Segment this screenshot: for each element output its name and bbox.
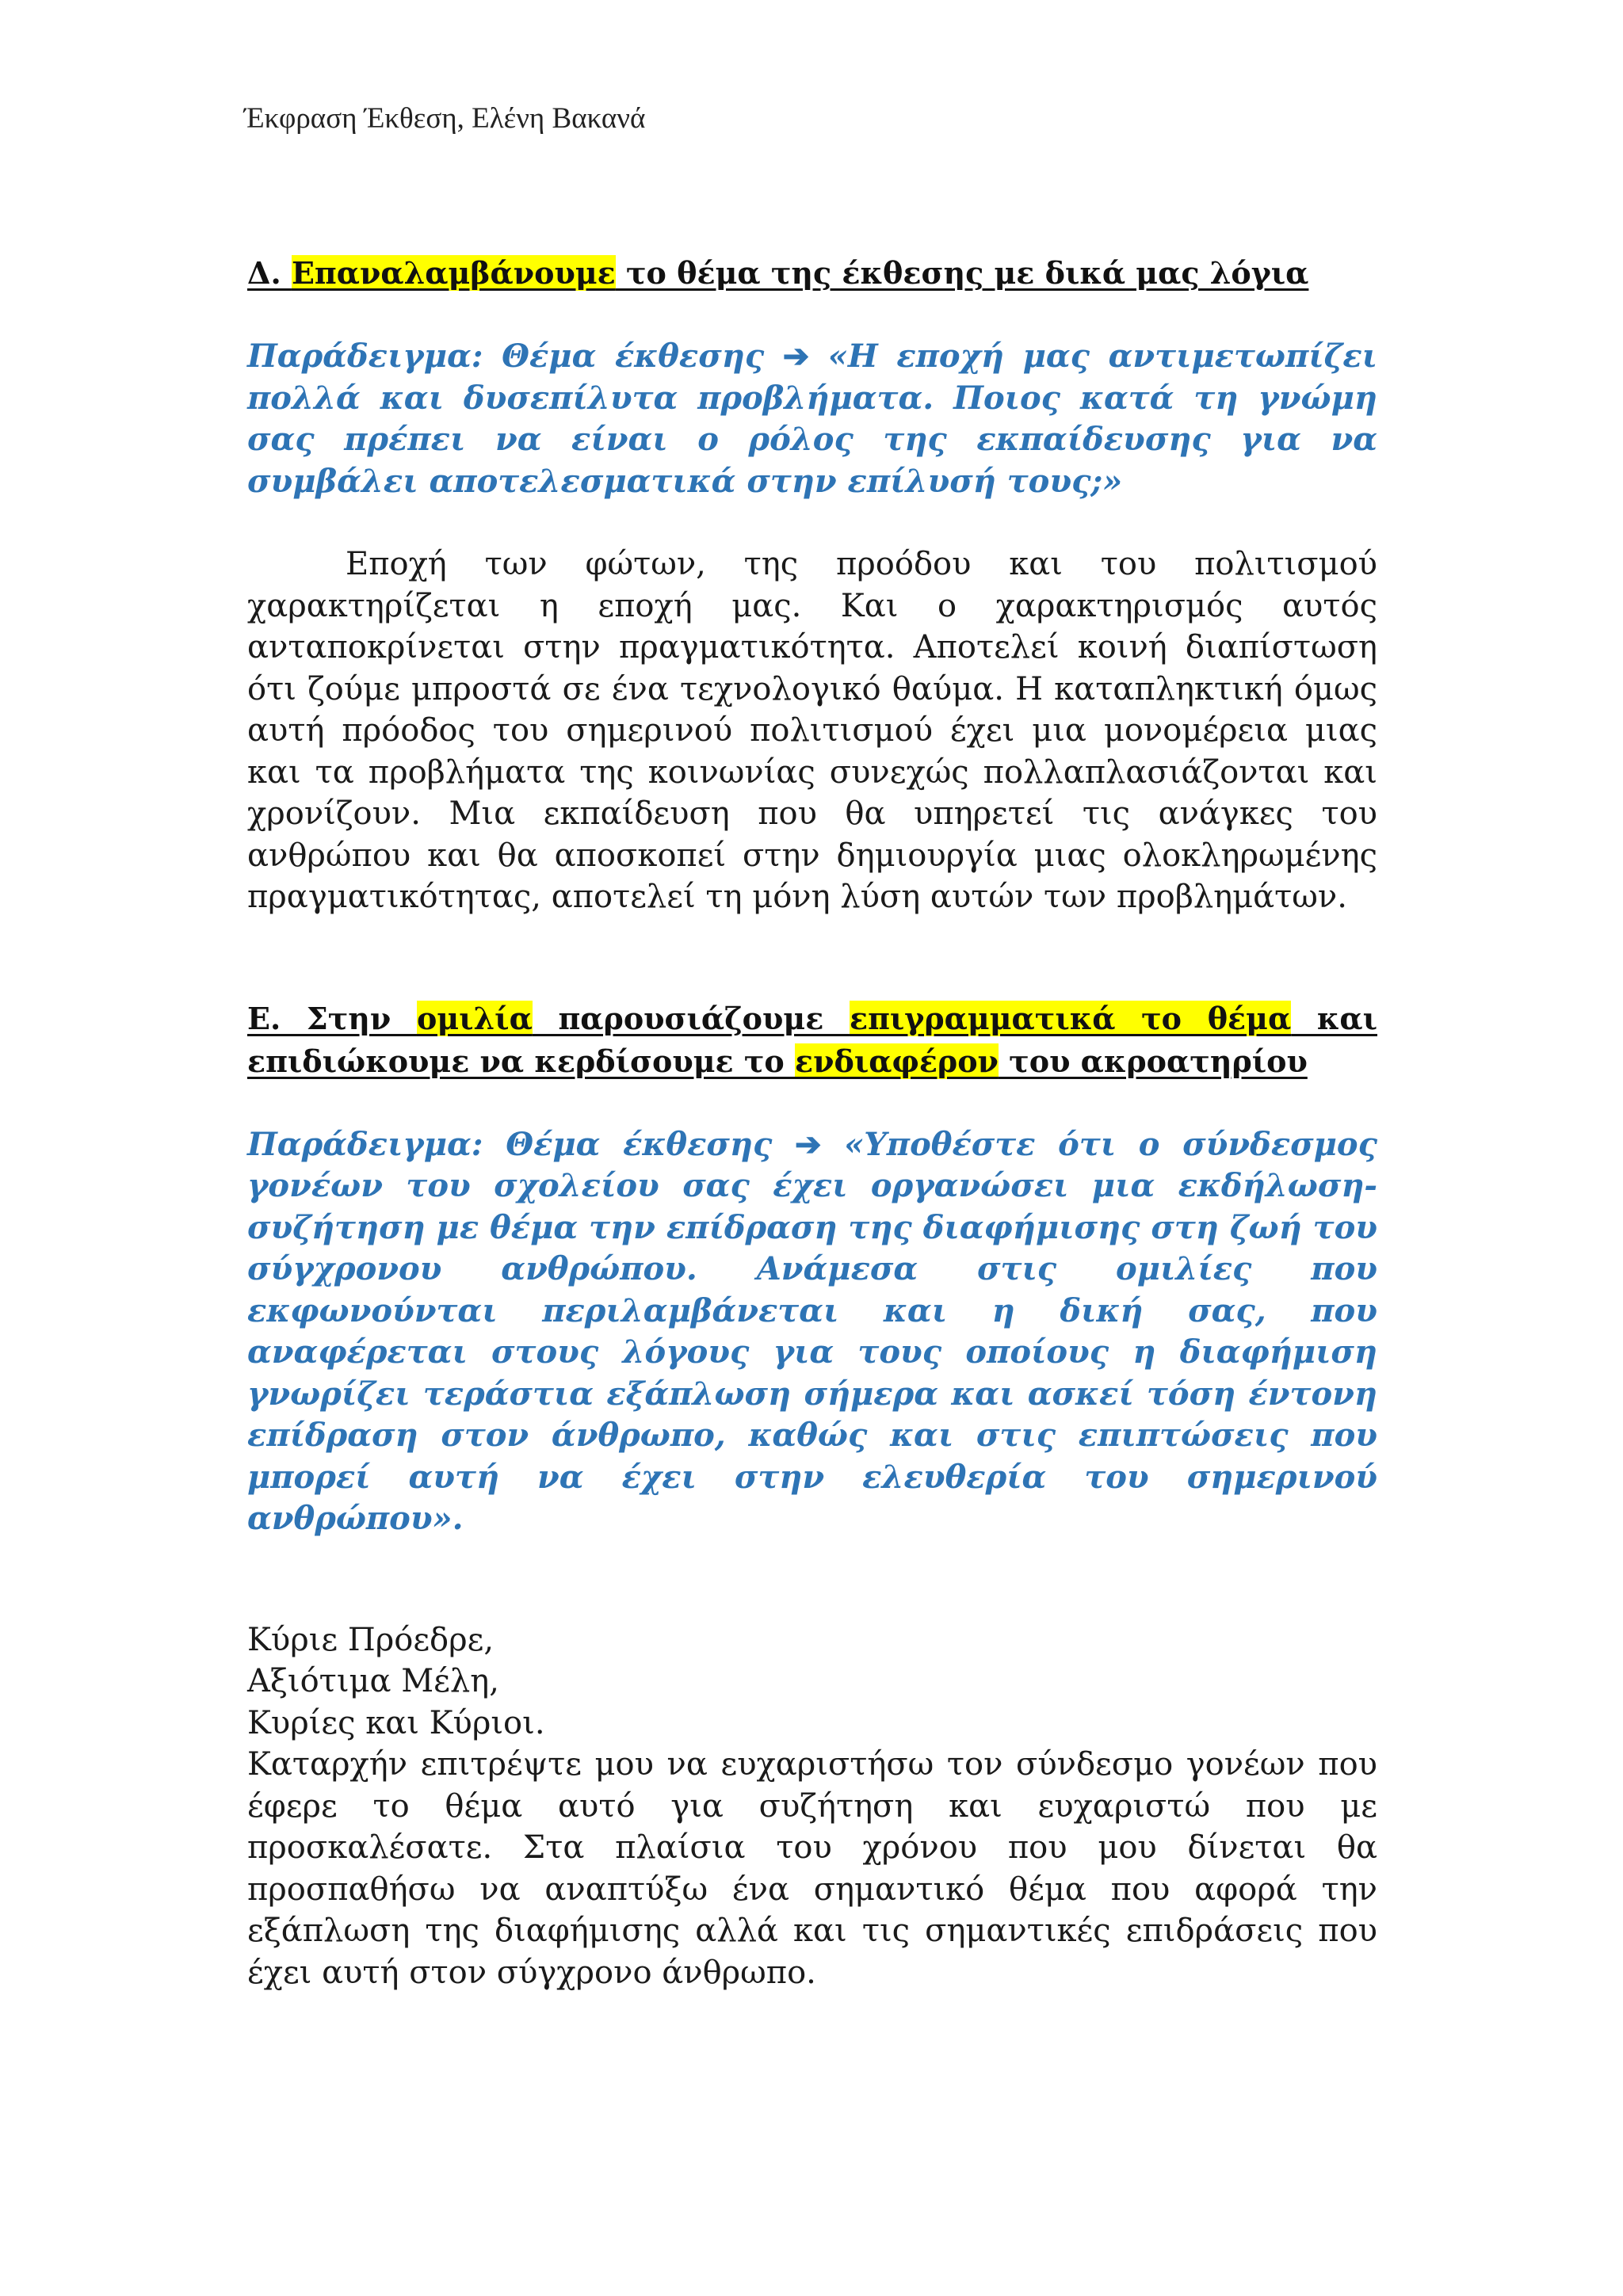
section-d-example [247, 336, 1377, 502]
section-e-heading-part-2: παρουσιάζουμε [532, 1000, 850, 1036]
arrow-right-icon: ➔ [782, 338, 810, 375]
section-d-answer-paragraph: Εποχή των φώτων, της προόδου και του πολιτισμού χαρακτηρίζεται η εποχή μας. Και ο χαρακτηρισμός αυτός ανταποκρίνεται στην πραγματικότητα. Αποτελεί κοινή διαπίστωση ότι ζούμε μπροστά σε ένα τεχνολογικό θαύμα. Η καταπληκτική όμως αυτή πρόοδος του σημερινού πολιτισμού έχει μια μονομέρεια μιας και τα προβλήματα της κοινωνίας συνεχώς πολλαπλασιάζονται και χρονίζουν. Μια εκπαίδευση που θα υπηρετεί τις ανάγκες του ανθρώπου και θα αποσκοπεί στην δημιουργία μιας ολοκληρωμένης πραγματικότητας, αποτελεί τη μόνη λύση αυτών των προβλημάτων. [247, 546, 1377, 915]
speech-paragraph: Καταρχήν επιτρέψτε μου να ευχαριστήσω τον σύνδεσμο γονέων που έφερε το θέμα αυτό για συζήτηση και ευχαριστώ που με προσκαλέσατε. Στα πλαίσια του χρόνου που μου δίνεται θα προσπαθήσω να αναπτύξω ένα σημαντικό θέμα που αφορά την εξάπλωση της διαφήμισης αλλά και τις σημαντικές επιδράσεις που έχει αυτή στον σύγχρονο άνθρωπο. [247, 1746, 1377, 1991]
section-e-heading-part-4: του ακροατηρίου [998, 1043, 1308, 1079]
salutation-line-3: Κυρίες και Κύριοι. [247, 1704, 545, 1741]
section-d-example-label: Παράδειγμα: Θέμα έκθεσης [247, 338, 765, 375]
section-d-heading [247, 252, 1377, 295]
salutation-line-1: Κύριε Πρόεδρε, [247, 1621, 495, 1658]
section-d-example-text: «Η εποχή μας αντιμετωπίζει πολλά και δυσεπίλυτα προβλήματα. Ποιος κατά τη γνώμη σας πρέπει να είναι ο ρόλος της εκπαίδευσης για να συμβάλει αποτελεσματικά στην επίλυσή τους;» [247, 338, 1377, 500]
salutation-line-2: Αξιότιμα Μέλη, [247, 1663, 499, 1699]
section-e-example [247, 1124, 1377, 1540]
section-e-heading-highlight-2: επιγραμματικά το θέμα [849, 1000, 1292, 1036]
section-d-heading-highlight: Επαναλαμβάνουμε [291, 255, 616, 291]
arrow-right-icon: ➔ [795, 1125, 822, 1163]
section-e-example-text: «Υποθέστε ότι ο σύνδεσμος γονέων του σχολείου σας έχει οργανώσει μια εκδήλωση-συζήτηση με θέμα την επίδραση της διαφήμισης στη ζωή του σύγχρονου ανθρώπου. Ανάμεσα στις ομιλίες που εκφωνούνται περιλαμβάνεται και η δική σας, που αναφέρεται στους λόγους για τους οποίους η διαφήμιση γνωρίζει τεράστια εξάπλωση σήμερα και ασκεί τόση έντονη επίδραση στον άνθρωπο, καθώς και στις επιπτώσεις που μπορεί αυτή να έχει στην ελευθερία του σημερινού ανθρώπου». [247, 1125, 1377, 1537]
section-d-heading-rest: το θέμα της έκθεσης με δικά μας λόγια [615, 255, 1309, 291]
salutation-block [247, 1619, 1377, 1745]
section-e-heading-highlight-3: ενδιαφέρον [795, 1043, 999, 1079]
section-e-heading-highlight-1: ομιλία [416, 1000, 533, 1036]
section-e-example-label: Παράδειγμα: Θέμα έκθεσης [247, 1125, 773, 1163]
running-header: Έκφραση Έκθεση, Ελένη Βακανά [244, 102, 646, 135]
section-d-heading-prefix: Δ. [247, 255, 292, 291]
section-e-heading-part-3: και επιδιώκουμε να κερδίσουμε το [247, 1000, 1377, 1079]
document-body [247, 252, 1377, 1993]
section-e-heading-part-1: Ε. Στην [247, 1000, 417, 1036]
section-e-heading [247, 997, 1377, 1083]
